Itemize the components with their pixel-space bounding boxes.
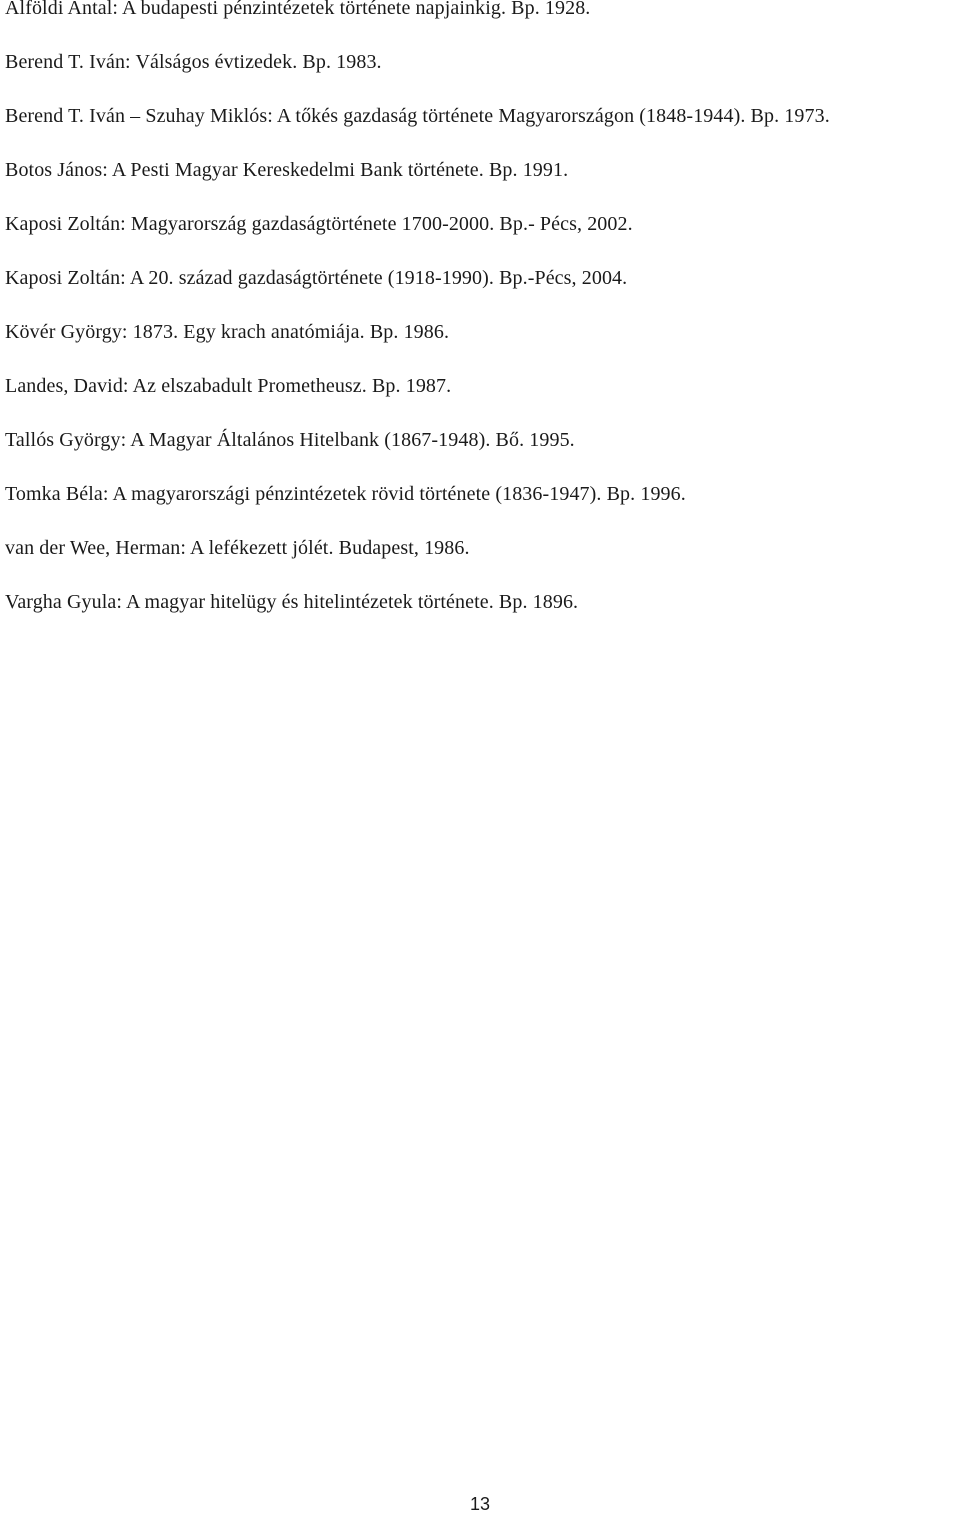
bibliography-entry: Landes, David: Az elszabadult Prometheusz. Bp. 1987. bbox=[5, 375, 452, 397]
page-number: 13 bbox=[469, 1494, 491, 1514]
bibliography-entry: Tomka Béla: A magyarországi pénzintézetek rövid története (1836-1947). Bp. 1996. bbox=[5, 483, 686, 505]
bibliography-entry: van der Wee, Herman: A lefékezett jólét. Budapest, 1986. bbox=[5, 537, 470, 559]
bibliography-entry: Kaposi Zoltán: Magyarország gazdaságtörténete 1700-2000. Bp.- Pécs, 2002. bbox=[5, 213, 633, 235]
bibliography-entry: Berend T. Iván – Szuhay Miklós: A tőkés gazdaság története Magyarországon (1848-1944). Bp. 1973. bbox=[5, 105, 830, 127]
bibliography-entry: Alföldi Antal: A budapesti pénzintézetek története napjainkig. Bp. 1928. bbox=[5, 0, 591, 19]
bibliography-entry: Berend T. Iván: Válságos évtizedek. Bp. 1983. bbox=[5, 51, 382, 73]
bibliography-entry: Vargha Gyula: A magyar hitelügy és hitelintézetek története. Bp. 1896. bbox=[5, 591, 579, 613]
bibliography-entry: Kaposi Zoltán: A 20. század gazdaságtörténete (1918-1990). Bp.-Pécs, 2004. bbox=[5, 267, 628, 289]
bibliography-entry: Tallós György: A Magyar Általános Hitelbank (1867-1948). Bő. 1995. bbox=[5, 429, 575, 451]
bibliography-list bbox=[5, 0, 955, 616]
bibliography-entry: Botos János: A Pesti Magyar Kereskedelmi Bank története. Bp. 1991. bbox=[5, 159, 569, 181]
bibliography-entry: Kövér György: 1873. Egy krach anatómiája. Bp. 1986. bbox=[5, 321, 450, 343]
